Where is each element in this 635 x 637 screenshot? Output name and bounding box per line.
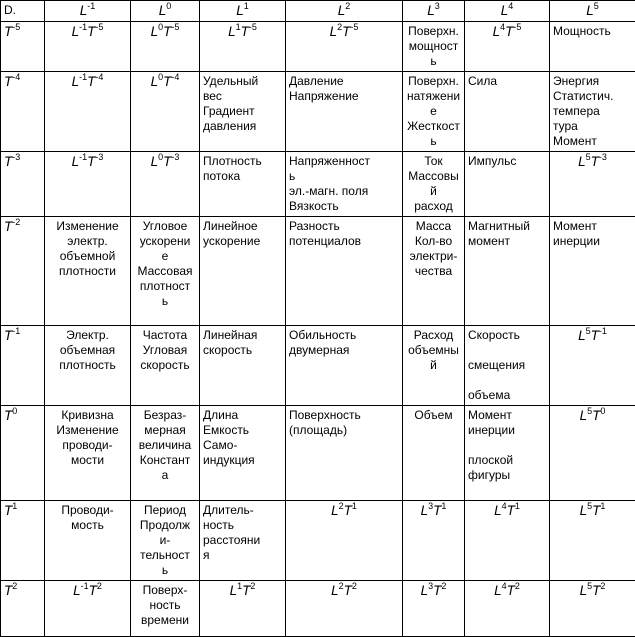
- table-cell: [286, 501, 403, 581]
- row-symbol-exponent: -3: [12, 152, 20, 162]
- table-cell: [131, 152, 200, 217]
- header-row: [1, 1, 635, 22]
- length-exponent: 2: [339, 581, 344, 591]
- table-cell: [465, 501, 550, 581]
- table-cell: [131, 581, 200, 637]
- table-cell: [403, 326, 465, 406]
- time-exponent: -4: [171, 72, 179, 82]
- table-row: [1, 326, 635, 406]
- table-cell: [45, 152, 131, 217]
- length-exponent: -1: [79, 22, 87, 32]
- cell-text: Проводи- мость: [61, 503, 113, 532]
- column-symbol-exponent: 4: [508, 1, 513, 11]
- table-cell: [200, 501, 286, 581]
- column-symbol-exponent: 0: [166, 1, 171, 11]
- length-symbol: L: [494, 503, 502, 518]
- cell-text: Поверхн. натяжени е Жесткост ь: [407, 74, 460, 148]
- table-cell: [131, 72, 200, 152]
- length-exponent: 5: [587, 406, 592, 416]
- time-exponent: -5: [513, 22, 521, 32]
- column-symbol: [236, 3, 249, 18]
- time-symbol: T: [344, 583, 352, 598]
- column-symbol-base: L: [236, 3, 244, 18]
- time-exponent: -5: [95, 22, 103, 32]
- column-symbol: [501, 3, 514, 18]
- length-exponent: 4: [502, 581, 507, 591]
- table-cell: [550, 22, 635, 72]
- row-header: [1, 326, 45, 406]
- length-symbol: L: [580, 583, 588, 598]
- row-symbol-exponent: -1: [12, 326, 20, 336]
- length-exponent: 0: [158, 152, 163, 162]
- dimension-formula: [580, 503, 606, 518]
- time-exponent: -4: [95, 72, 103, 82]
- length-symbol: L: [72, 74, 80, 89]
- dimension-formula: [151, 154, 180, 169]
- length-symbol: L: [331, 583, 339, 598]
- table-cell: [403, 501, 465, 581]
- table-cell: [45, 406, 131, 501]
- cell-text: Скорость смещения объема: [468, 328, 525, 402]
- time-exponent: 2: [97, 581, 102, 591]
- table-cell: [200, 72, 286, 152]
- row-symbol-exponent: 0: [12, 406, 17, 416]
- row-symbol: [4, 154, 20, 169]
- row-symbol: [4, 74, 20, 89]
- length-symbol: L: [73, 583, 81, 598]
- time-symbol: T: [241, 24, 249, 39]
- cell-text: Кривизна Изменение проводи- мости: [56, 408, 118, 467]
- row-symbol: [4, 503, 17, 518]
- column-symbol-base: L: [159, 3, 167, 18]
- column-symbol-base: L: [501, 3, 509, 18]
- length-exponent: 1: [236, 22, 241, 32]
- cell-text: Момент инерции плоской фигуры: [468, 408, 515, 482]
- length-symbol: L: [578, 328, 586, 343]
- time-symbol: T: [163, 24, 171, 39]
- cell-text: Удельный вес Градиент давления: [203, 74, 258, 133]
- dimension-formula: [494, 583, 520, 598]
- length-exponent: 4: [502, 501, 507, 511]
- row-symbol-exponent: -2: [12, 217, 20, 227]
- cell-text: Объем: [414, 408, 452, 422]
- dimension-formula: [494, 503, 520, 518]
- column-symbol-exponent: 1: [244, 1, 249, 11]
- row-header: [1, 581, 45, 637]
- cell-text: Сила: [468, 74, 497, 88]
- table-row: [1, 406, 635, 501]
- column-symbol: [159, 3, 172, 18]
- row-symbol-exponent: -4: [12, 72, 20, 82]
- length-symbol: L: [494, 583, 502, 598]
- time-symbol: T: [242, 583, 250, 598]
- row-symbol-base: T: [4, 583, 12, 598]
- length-symbol: L: [151, 24, 159, 39]
- corner-cell: D.: [1, 1, 45, 22]
- time-symbol: T: [163, 154, 171, 169]
- column-symbol-base: L: [427, 3, 435, 18]
- table-row: [1, 152, 635, 217]
- cell-text: Мощность: [553, 24, 611, 38]
- cell-text: Разность потенциалов: [289, 219, 361, 248]
- table-cell: [465, 72, 550, 152]
- dimension-formula: [73, 583, 102, 598]
- length-symbol: L: [72, 154, 80, 169]
- length-exponent: 3: [428, 581, 433, 591]
- dimension-formula: [578, 154, 607, 169]
- table-cell: [403, 217, 465, 326]
- time-symbol: T: [344, 503, 352, 518]
- table-cell: [200, 406, 286, 501]
- table-cell: [45, 22, 131, 72]
- table-cell: [200, 22, 286, 72]
- table-cell: [286, 326, 403, 406]
- time-symbol: T: [505, 24, 513, 39]
- time-exponent: 0: [600, 406, 605, 416]
- table-cell: [550, 217, 635, 326]
- column-symbol-exponent: 2: [345, 1, 350, 11]
- length-symbol: L: [151, 154, 159, 169]
- length-exponent: 5: [587, 501, 592, 511]
- time-symbol: T: [507, 583, 515, 598]
- length-symbol: L: [493, 24, 501, 39]
- time-exponent: -5: [171, 22, 179, 32]
- length-exponent: 1: [237, 581, 242, 591]
- length-symbol: L: [421, 503, 429, 518]
- cell-text: Импульс: [468, 154, 516, 168]
- cell-text: Расход объемны й: [408, 328, 459, 372]
- dimension-formula: [228, 24, 257, 39]
- length-symbol: L: [578, 154, 586, 169]
- table-cell: [550, 501, 635, 581]
- dimension-formula: [330, 24, 359, 39]
- table-cell: [131, 501, 200, 581]
- table-cell: [550, 72, 635, 152]
- cell-text: Период Продолж и- тельност ь: [140, 503, 190, 577]
- row-symbol-base: T: [4, 219, 12, 234]
- time-symbol: T: [592, 408, 600, 423]
- row-header: [1, 501, 45, 581]
- row-header: [1, 406, 45, 501]
- row-symbol-base: T: [4, 154, 12, 169]
- length-exponent: 5: [586, 152, 591, 162]
- column-header: [45, 1, 131, 22]
- time-symbol: T: [591, 328, 599, 343]
- table-cell: [286, 22, 403, 72]
- length-symbol: L: [330, 24, 338, 39]
- column-symbol-exponent: 5: [594, 1, 599, 11]
- time-symbol: T: [87, 154, 95, 169]
- length-symbol: L: [580, 408, 588, 423]
- cell-text: Длитель- ность расстояни я: [203, 503, 260, 562]
- table-cell: [465, 406, 550, 501]
- time-exponent: -3: [95, 152, 103, 162]
- row-symbol: [4, 24, 20, 39]
- column-header: [403, 1, 465, 22]
- table-cell: [403, 22, 465, 72]
- row-symbol-exponent: -5: [12, 22, 20, 32]
- table-cell: [550, 326, 635, 406]
- time-exponent: 2: [515, 581, 520, 591]
- row-header: [1, 217, 45, 326]
- table-cell: [403, 581, 465, 637]
- time-exponent: 1: [352, 501, 357, 511]
- table-cell: [550, 406, 635, 501]
- table-row: [1, 501, 635, 581]
- dimension-formula: [230, 583, 256, 598]
- table-cell: [465, 326, 550, 406]
- time-symbol: T: [87, 74, 95, 89]
- table-cell: [200, 152, 286, 217]
- length-exponent: 5: [586, 326, 591, 336]
- cell-text: Обильность двумерная: [289, 328, 356, 357]
- dimension-formula: [72, 74, 104, 89]
- row-header: [1, 72, 45, 152]
- table-cell: [45, 501, 131, 581]
- column-header: [200, 1, 286, 22]
- column-header: [465, 1, 550, 22]
- table-cell: [45, 217, 131, 326]
- table-cell: [465, 581, 550, 637]
- time-symbol: T: [507, 503, 515, 518]
- row-symbol: [4, 328, 20, 343]
- dimension-formula: [493, 24, 522, 39]
- table-cell: [45, 72, 131, 152]
- column-symbol: [427, 3, 440, 18]
- length-symbol: L: [72, 24, 80, 39]
- row-symbol-base: T: [4, 24, 12, 39]
- table-cell: [465, 152, 550, 217]
- row-symbol-exponent: 1: [12, 501, 17, 511]
- cell-text: Момент инерции: [553, 219, 600, 248]
- time-exponent: 1: [441, 501, 446, 511]
- table-cell: [131, 406, 200, 501]
- time-symbol: T: [433, 503, 441, 518]
- cell-text: Поверхн. мощност ь: [408, 24, 459, 68]
- table-row: [1, 217, 635, 326]
- cell-text: Угловое ускорени е Массовая плотност ь: [137, 219, 192, 308]
- length-exponent: -1: [81, 581, 89, 591]
- table-cell: [403, 152, 465, 217]
- cell-text: Энергия Статистич. темпера тура Момент: [553, 74, 613, 148]
- table-cell: [286, 217, 403, 326]
- time-exponent: 2: [600, 581, 605, 591]
- table-cell: [465, 22, 550, 72]
- time-symbol: T: [591, 154, 599, 169]
- cell-text: Напряженност ь эл.-магн. поля Вязкость: [289, 154, 370, 213]
- row-header: [1, 22, 45, 72]
- dimension-formula: [151, 74, 180, 89]
- dimension-formula: [151, 24, 180, 39]
- cell-text: Безраз- мерная величина Констант а: [139, 408, 191, 482]
- dimension-formula: [421, 583, 447, 598]
- length-symbol: L: [151, 74, 159, 89]
- row-symbol-exponent: 2: [12, 581, 17, 591]
- length-symbol: L: [331, 503, 339, 518]
- length-symbol: L: [228, 24, 236, 39]
- cell-text: Ток Массовы й расход: [408, 154, 459, 213]
- time-symbol: T: [592, 503, 600, 518]
- length-exponent: 5: [587, 581, 592, 591]
- dimension-formula: [331, 503, 357, 518]
- time-symbol: T: [592, 583, 600, 598]
- table-cell: [550, 152, 635, 217]
- table-cell: [403, 72, 465, 152]
- row-symbol-base: T: [4, 408, 12, 423]
- table-cell: [286, 406, 403, 501]
- length-symbol: L: [421, 583, 429, 598]
- cell-text: Масса Кол-во электри- чества: [410, 219, 458, 278]
- column-symbol: [80, 3, 96, 18]
- table-cell: [45, 581, 131, 637]
- length-exponent: -1: [79, 72, 87, 82]
- cell-text: Магнитный момент: [468, 219, 530, 248]
- table-cell: [131, 217, 200, 326]
- cell-text: Длина Емкость Само- индукция: [203, 408, 255, 467]
- time-symbol: T: [89, 583, 97, 598]
- column-symbol-exponent: -1: [87, 1, 95, 11]
- row-symbol-base: T: [4, 328, 12, 343]
- dimension-formula: [72, 24, 104, 39]
- table-cell: [200, 326, 286, 406]
- column-symbol-base: L: [80, 3, 88, 18]
- time-exponent: 1: [600, 501, 605, 511]
- table-cell: [131, 22, 200, 72]
- table-cell: [45, 326, 131, 406]
- table-row: [1, 72, 635, 152]
- column-symbol: [586, 3, 599, 18]
- length-symbol: L: [580, 503, 588, 518]
- dimension-formula: [578, 328, 607, 343]
- time-exponent: 2: [250, 581, 255, 591]
- length-exponent: 3: [428, 501, 433, 511]
- time-symbol: T: [433, 583, 441, 598]
- table-cell: [200, 217, 286, 326]
- time-symbol: T: [87, 24, 95, 39]
- row-symbol: [4, 408, 17, 423]
- column-header: [286, 1, 403, 22]
- cell-text: Давление Напряжение: [289, 74, 359, 103]
- table-cell: [200, 581, 286, 637]
- row-symbol-base: T: [4, 74, 12, 89]
- column-header: [550, 1, 635, 22]
- dimension-formula: [331, 583, 357, 598]
- cell-text: Линейное ускорение: [203, 219, 260, 248]
- length-exponent: -1: [79, 152, 87, 162]
- table-cell: [403, 406, 465, 501]
- dimension-formula: [580, 408, 606, 423]
- length-exponent: 0: [158, 22, 163, 32]
- time-exponent: -3: [599, 152, 607, 162]
- length-exponent: 0: [158, 72, 163, 82]
- time-exponent: -5: [350, 22, 358, 32]
- time-exponent: -3: [171, 152, 179, 162]
- column-symbol-exponent: 3: [435, 1, 440, 11]
- length-exponent: 2: [339, 501, 344, 511]
- table-cell: [286, 72, 403, 152]
- table-cell: [465, 217, 550, 326]
- cell-text: Поверхность (площадь): [289, 408, 361, 437]
- time-symbol: T: [163, 74, 171, 89]
- column-header: [131, 1, 200, 22]
- cell-text: Электр. объемная плотность: [59, 328, 116, 372]
- table-row: [1, 581, 635, 637]
- column-symbol-base: L: [338, 3, 346, 18]
- table-cell: [550, 581, 635, 637]
- cell-text: Линейная скорость: [203, 328, 257, 357]
- table-cell: [286, 581, 403, 637]
- table-cell: [131, 326, 200, 406]
- row-symbol-base: T: [4, 503, 12, 518]
- dimension-formula: [421, 503, 447, 518]
- dimension-formula: [580, 583, 606, 598]
- time-exponent: 1: [515, 501, 520, 511]
- cell-text: Изменение электр. объемной плотности: [56, 219, 118, 278]
- dimension-formula: [72, 154, 104, 169]
- length-exponent: 4: [500, 22, 505, 32]
- time-symbol: T: [342, 24, 350, 39]
- length-symbol: L: [230, 583, 238, 598]
- column-symbol: [338, 3, 351, 18]
- table-cell: [286, 152, 403, 217]
- time-exponent: 2: [352, 581, 357, 591]
- time-exponent: -5: [249, 22, 257, 32]
- row-symbol: [4, 219, 20, 234]
- table-row: [1, 22, 635, 72]
- cell-text: Частота Угловая скорость: [140, 328, 189, 372]
- row-header: [1, 152, 45, 217]
- cell-text: Поверх- ность времени: [141, 583, 189, 627]
- column-symbol-base: L: [586, 3, 594, 18]
- row-symbol: [4, 583, 17, 598]
- time-exponent: -1: [599, 326, 607, 336]
- time-exponent: 2: [441, 581, 446, 591]
- cell-text: Плотность потока: [203, 154, 262, 183]
- length-exponent: 2: [337, 22, 342, 32]
